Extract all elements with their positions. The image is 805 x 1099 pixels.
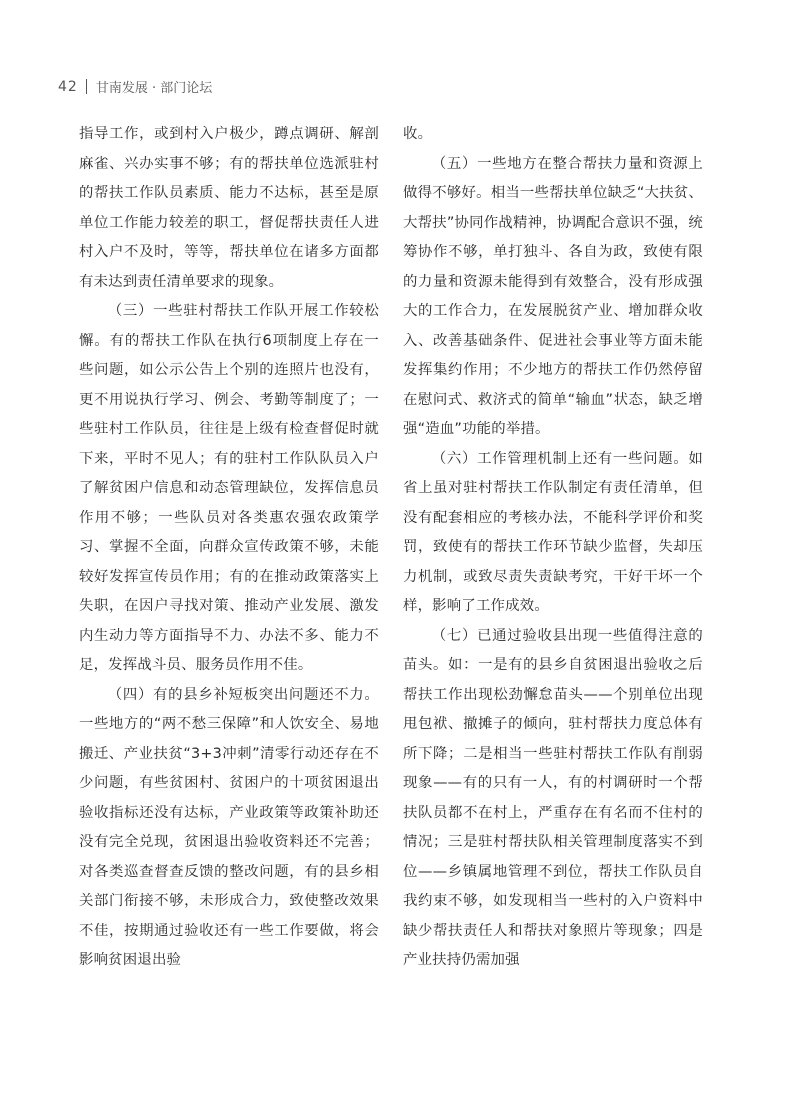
header-divider: [86, 79, 87, 94]
paragraph-right-1: 收。: [403, 126, 433, 142]
paragraph-left-1: 指导工作，或到村入户极少，蹲点调研、解剖麻雀、兴办实事不够；有的帮扶单位选派驻村的帮扶工作队员素质、能力不达标，甚至是原单位工作能力较差的职工，督促帮扶责任人进村入户不及时，等等，帮扶单位在诸多方面都有未达到责任清单要求的现象。: [79, 126, 379, 290]
page-number: 42: [58, 78, 78, 95]
page-header: [58, 77, 212, 96]
paragraph-right-2: （五）一些地方在整合帮扶力量和资源上做得不够好。相当一些帮扶单位缺乏“大扶贫、大帮扶”协同作战精神，协调配合意识不强，统筹协作不够，单打独斗、各自为政，致使有限的力量和资源未能得到有效整合，没有形成强大的工作合力，在发展脱贫产业、增加群众收入、改善基础条件、促进社会事业等方面未能发挥集约作用；不少地方的帮扶工作仍然停留在慰问式、救济式的简单“输血”状态，缺乏增强“造血”功能的举措。: [403, 155, 703, 437]
section-title: 甘南发展 · 部门论坛: [95, 81, 213, 96]
paragraph-right-3: （六）工作管理机制上还有一些问题。如省上虽对驻村帮扶工作队制定有责任清单，但没有配套相应的考核办法，不能科学评价和奖罚，致使有的帮扶工作环节缺少监督，失却压力机制，或致尽责失责缺考究，干好干坏一个样，影响了工作成效。: [403, 450, 703, 614]
left-column: [79, 120, 379, 976]
paragraph-left-3: （四）有的县乡补短板突出问题还不力。一些地方的“两不愁三保障”和人饮安全、易地搬迁、产业扶贫“3+3冲刺”清零行动还存在不少问题，有些贫困村、贫困户的十项贫困退出验收指标还没有达标，产业政策等政策补助还没有完全兑现，贫困退出验收资料还不完善；对各类巡查督查反馈的整改问题，有的县乡相关部门衔接不够，未形成合力，致使整改效果不佳，按期通过验收还有一些工作要做，将会影响贫困退出验: [79, 686, 379, 968]
paragraph-right-4: （七）已通过验收县出现一些值得注意的苗头。如：一是有的县乡自贫困退出验收之后帮扶工作出现松劲懈怠苗头——个别单位出现甩包袱、撤摊子的倾向，驻村帮扶力度总体有所下降；二是相当一些驻村帮扶工作队有削弱现象——有的只有一人，有的村调研时一个帮扶队员都不在村上，严重存在有名而不住村的情况；三是驻村帮扶队相关管理制度落实不到位——乡镇属地管理不到位，帮扶工作队员自我约束不够，如发现相当一些村的入户资料中缺少帮扶责任人和帮扶对象照片等现象；四是产业扶持仍需加强: [403, 627, 703, 968]
right-column: [403, 120, 703, 976]
paragraph-left-2: （三）一些驻村帮扶工作队开展工作较松懈。有的帮扶工作队在执行6项制度上存在一些问题，如公示公告上个别的连照片也没有，更不用说执行学习、例会、考勤等制度了；一些驻村工作队员，往往是上级有检查督促时就下来，平时不见人；有的驻村工作队队员入户了解贫困户信息和动态管理缺位，发挥信息员作用不够；一些队员对各类惠农强农政策学习、掌握不全面，向群众宣传政策不够，未能较好发挥宣传员作用；有的在推动政策落实上失职，在因户寻找对策、推动产业发展、激发内生动力等方面指导不力、办法不多、能力不足，发挥战斗员、服务员作用不佳。: [79, 303, 379, 673]
